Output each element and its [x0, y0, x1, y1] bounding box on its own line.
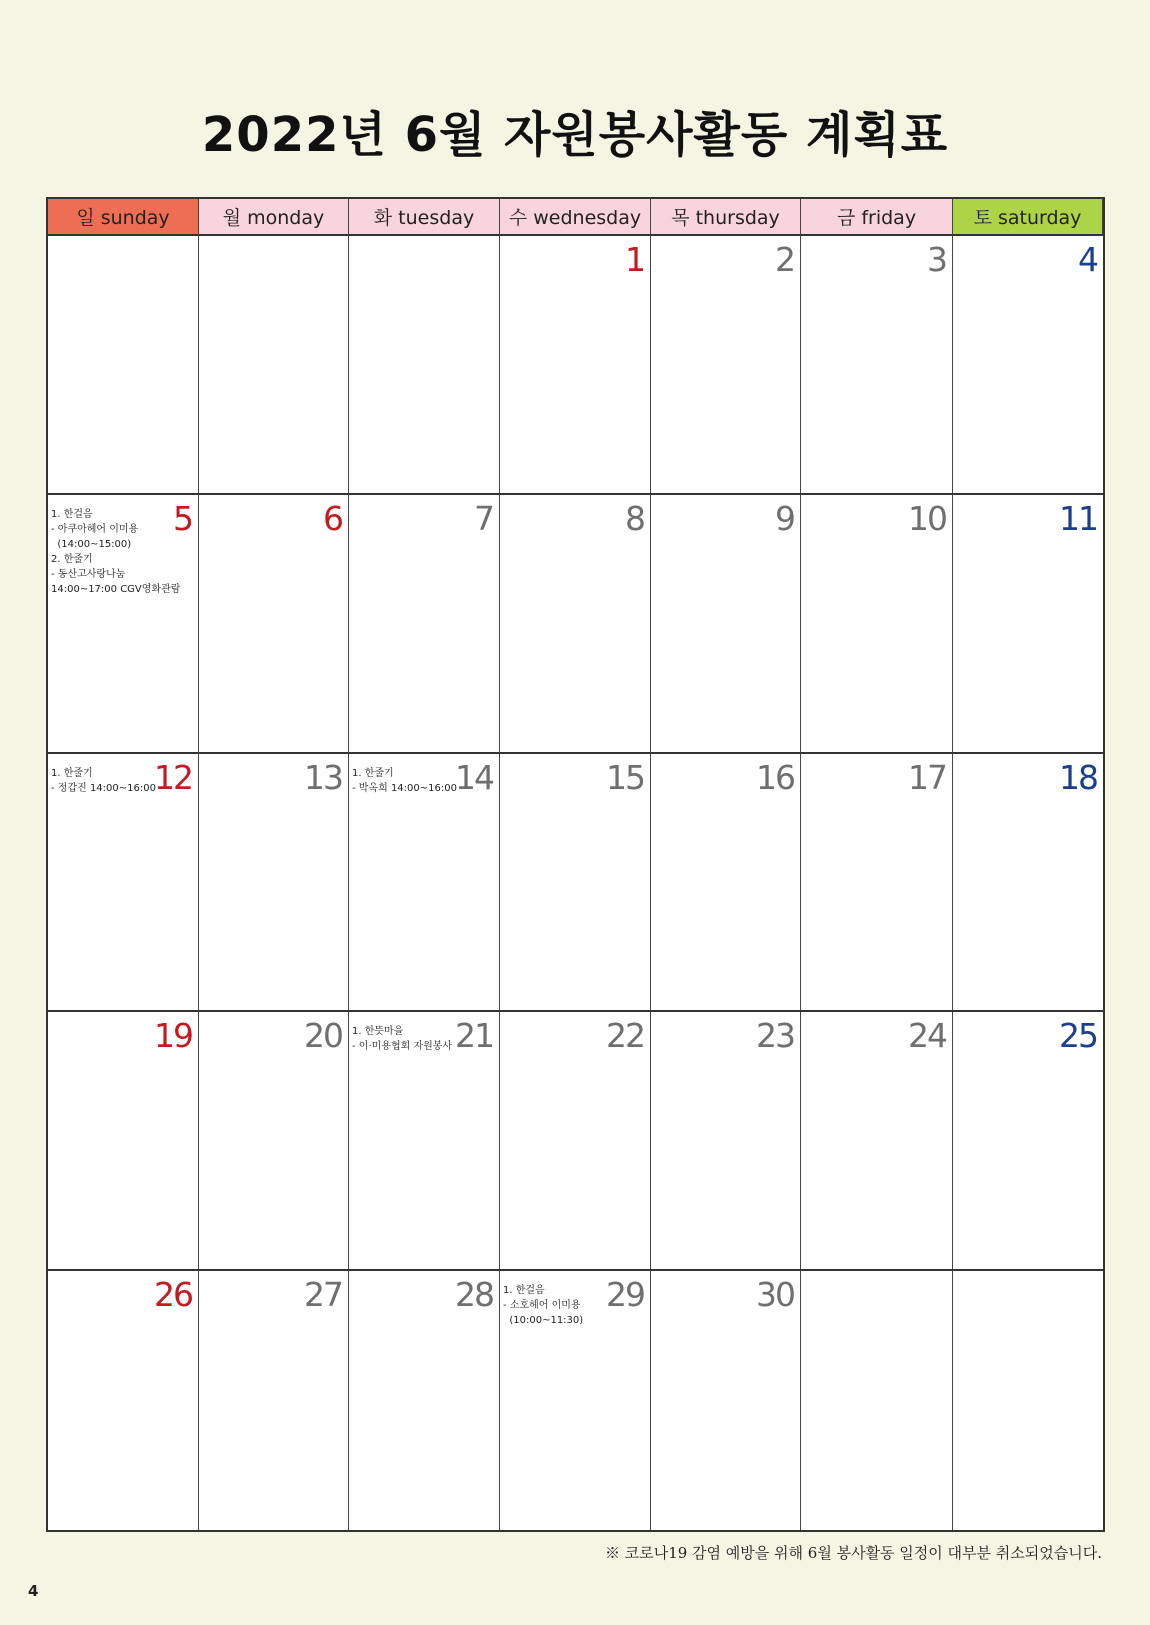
day-number: 17: [908, 757, 946, 797]
day-number: 2: [775, 240, 794, 279]
day-cell-18: [953, 754, 1103, 1013]
day-cell-1: [500, 236, 651, 495]
header-friday: 금 friday: [801, 199, 953, 236]
header-thursday: 목 thursday: [651, 199, 801, 236]
day-cell-26: [48, 1271, 199, 1530]
day-number: 29: [606, 1275, 644, 1315]
day-number: 26: [154, 1275, 192, 1315]
header-tuesday: 화 tuesday: [349, 199, 500, 236]
day-number: 12: [154, 757, 192, 797]
day-cell-15: [500, 754, 651, 1013]
day-number: 22: [606, 1016, 644, 1056]
day-number: 19: [154, 1016, 192, 1056]
page-title: 2022년 6월 자원봉사활동 계획표: [201, 107, 949, 163]
day-number: 11: [1059, 498, 1097, 538]
day-number: 4: [1078, 240, 1097, 279]
event-note: 1. 한줄기 - 정갑진 14:00~16:00: [51, 767, 156, 794]
day-cell-3: [801, 236, 953, 495]
day-number: 21: [455, 1016, 493, 1056]
day-cell-empty: [48, 236, 199, 495]
day-number: 14: [455, 757, 493, 797]
day-number: 28: [455, 1275, 493, 1315]
day-cell-13: [199, 754, 349, 1013]
day-cell-empty: [953, 1271, 1103, 1530]
day-cell-28: [349, 1271, 500, 1530]
event-note: 1. 한뜻마을 - 이·미용협회 자원봉사: [352, 1026, 453, 1053]
day-number: 24: [908, 1016, 946, 1056]
event-note: 1. 한걸음 - 소호헤어 이미용 (10:00~11:30): [503, 1285, 584, 1327]
day-number: 5: [173, 498, 192, 538]
day-cell-30: [651, 1271, 801, 1530]
day-cell-21: [349, 1012, 500, 1271]
day-cell-11: [953, 495, 1103, 754]
day-number: 13: [304, 757, 342, 797]
day-number: 15: [606, 757, 644, 797]
header-sunday: 일 sunday: [48, 199, 199, 236]
event-note: 1. 한걸음 - 아쿠아헤어 이미용 (14:00~15:00) 2. 한줄기 - 동산고사랑나눔 14:00~17:00 CGV영화관람: [51, 508, 181, 595]
day-number: 7: [474, 498, 493, 538]
day-cell-empty: [801, 1271, 953, 1530]
day-cell-2: [651, 236, 801, 495]
day-cell-empty: [199, 236, 349, 495]
day-cell-6: [199, 495, 349, 754]
day-number: 9: [775, 498, 794, 538]
day-cell-24: [801, 1012, 953, 1271]
day-number: 27: [304, 1275, 342, 1315]
day-cell-7: [349, 495, 500, 754]
day-cell-22: [500, 1012, 651, 1271]
day-cell-14: [349, 754, 500, 1013]
day-number: 1: [625, 240, 644, 279]
day-cell-25: [953, 1012, 1103, 1271]
calendar-grid: [46, 197, 1105, 1532]
header-saturday: 토 saturday: [953, 199, 1103, 236]
day-number: 16: [756, 757, 794, 797]
day-cell-29: [500, 1271, 651, 1530]
day-cell-23: [651, 1012, 801, 1271]
day-number: 6: [323, 498, 342, 538]
day-cell-17: [801, 754, 953, 1013]
day-number: 18: [1059, 757, 1097, 797]
day-cell-12: [48, 754, 199, 1013]
day-cell-27: [199, 1271, 349, 1530]
day-number: 3: [927, 240, 946, 279]
day-number: 25: [1059, 1016, 1097, 1056]
day-number: 10: [908, 498, 946, 538]
event-note: 1. 한줄기 - 박옥희 14:00~16:00: [352, 767, 457, 794]
day-cell-5: [48, 495, 199, 754]
day-cell-10: [801, 495, 953, 754]
day-number: 23: [756, 1016, 794, 1056]
day-cell-8: [500, 495, 651, 754]
header-monday: 월 monday: [199, 199, 349, 236]
day-cell-19: [48, 1012, 199, 1271]
header-wednesday: 수 wednesday: [500, 199, 651, 236]
day-cell-9: [651, 495, 801, 754]
day-number: 30: [756, 1275, 794, 1315]
page-number: 4: [28, 1582, 39, 1600]
day-cell-empty: [349, 236, 500, 495]
day-cell-20: [199, 1012, 349, 1271]
day-cell-4: [953, 236, 1103, 495]
day-number: 20: [304, 1016, 342, 1056]
day-cell-16: [651, 754, 801, 1013]
day-number: 8: [625, 498, 644, 538]
footnote: ※ 코로나19 감염 예방을 위해 6월 봉사활동 일정이 대부분 취소되었습니다.: [604, 1544, 1102, 1562]
